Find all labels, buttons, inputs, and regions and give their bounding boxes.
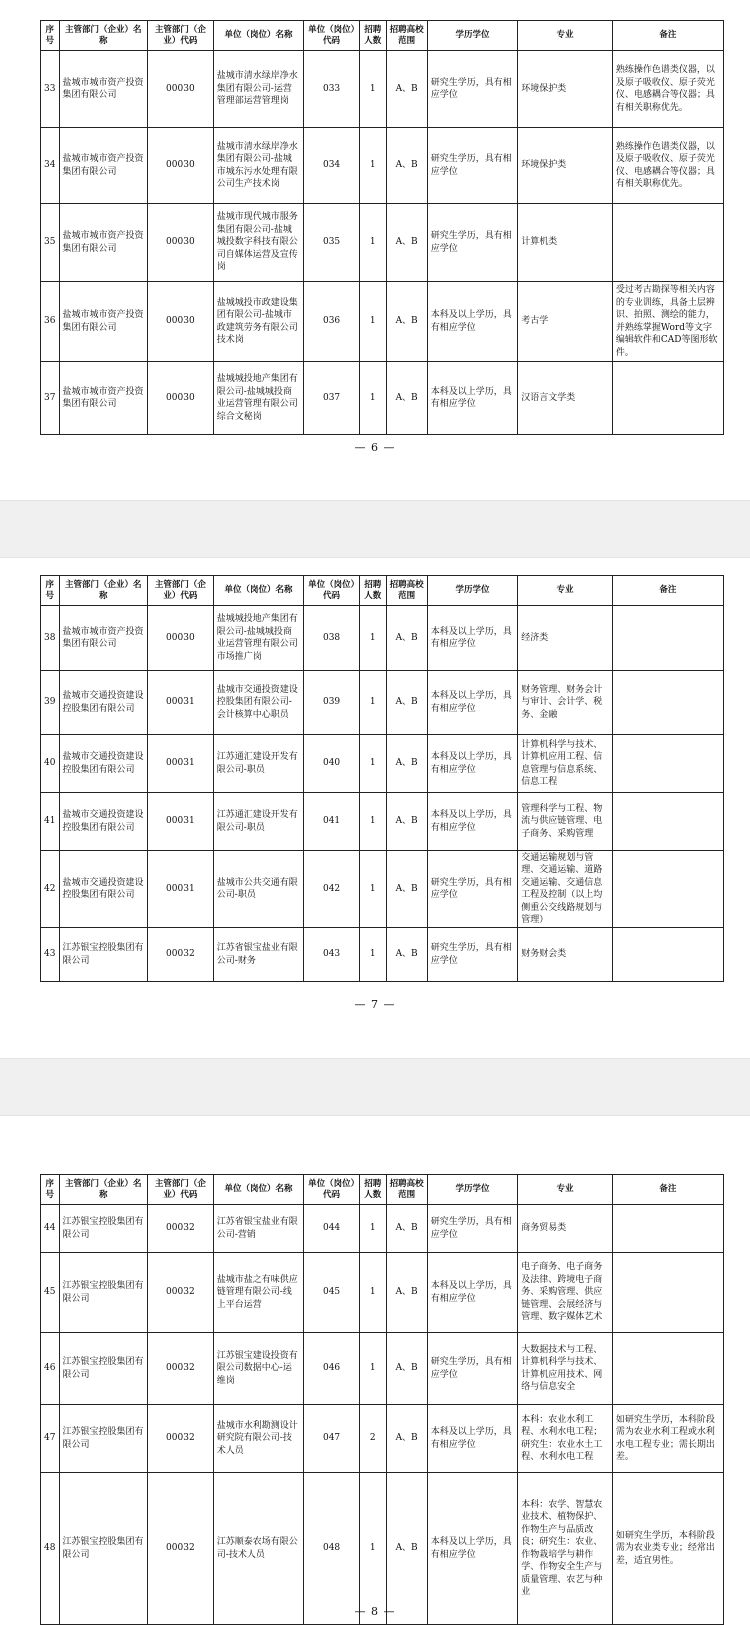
cell-remarks <box>612 671 723 735</box>
column-header-school-scope: 招聘高校范围 <box>386 576 427 606</box>
column-header-remarks: 备注 <box>612 1175 723 1205</box>
cell-education: 本科及以上学历，具有相应学位 <box>427 671 518 735</box>
column-header-remarks: 备注 <box>612 21 723 51</box>
cell-dept-code: 00030 <box>147 128 213 204</box>
cell-unit-code: 047 <box>304 1405 360 1473</box>
cell-remarks: 熟练操作色谱类仪器，以及原子吸收仪、原子荧光仪、电感耦合等仪器；具有相关职称优先。 <box>612 51 723 128</box>
cell-major: 大数据技术与工程、计算机科学与技术、计算机应用技术、网络与信息安全 <box>518 1333 613 1405</box>
cell-unit-name: 江苏银宝建设投资有限公司数据中心-运维岗 <box>213 1333 304 1405</box>
cell-no: 46 <box>41 1333 60 1405</box>
table-row <box>41 1473 724 1625</box>
column-header-unit-code: 单位（岗位）代码 <box>304 1175 360 1205</box>
cell-no: 35 <box>41 204 60 282</box>
cell-major: 本科：农学、智慧农业技术、植物保护、作物生产与品质改良；研究生：农业、作物栽培学与耕作学、作物安全生产与质量管理、农艺与种业 <box>518 1473 613 1625</box>
cell-dept-name: 江苏银宝控股集团有限公司 <box>59 1473 147 1625</box>
cell-unit-name: 江苏通汇建设开发有限公司-职员 <box>213 793 304 851</box>
cell-dept-name: 江苏银宝控股集团有限公司 <box>59 1333 147 1405</box>
cell-dept-code: 00032 <box>147 1405 213 1473</box>
cell-education: 研究生学历，具有相应学位 <box>427 204 518 282</box>
column-header-dept-code: 主管部门（企业）代码 <box>147 21 213 51</box>
cell-dept-code: 00032 <box>147 1253 213 1333</box>
cell-count: 1 <box>359 204 386 282</box>
cell-remarks <box>612 1253 723 1333</box>
cell-no: 40 <box>41 735 60 793</box>
cell-unit-name: 盐城市盐之有味供应链管理有限公司-线上平台运营 <box>213 1253 304 1333</box>
cell-major: 商务贸易类 <box>518 1205 613 1253</box>
cell-major: 财务管理、财务会计与审计、会计学、税务、金融 <box>518 671 613 735</box>
cell-unit-code: 036 <box>304 282 360 362</box>
cell-remarks <box>612 928 723 982</box>
cell-dept-name: 盐城市交通投资建设控股集团有限公司 <box>59 851 147 928</box>
cell-dept-name: 江苏银宝控股集团有限公司 <box>59 1405 147 1473</box>
document-page-3 <box>0 1116 750 1624</box>
cell-unit-name: 盐城市交通投资建设控股集团有限公司-会计核算中心职员 <box>213 671 304 735</box>
cell-education: 本科及以上学历，具有相应学位 <box>427 606 518 671</box>
cell-count: 1 <box>359 1473 386 1625</box>
cell-major: 本科：农业水利工程、水利水电工程；研究生：农业水土工程、水利水电工程 <box>518 1405 613 1473</box>
cell-school-scope: A、B <box>386 851 427 928</box>
cell-count: 1 <box>359 1333 386 1405</box>
cell-dept-code: 00032 <box>147 1333 213 1405</box>
cell-no: 34 <box>41 128 60 204</box>
cell-unit-code: 033 <box>304 51 360 128</box>
cell-school-scope: A、B <box>386 1253 427 1333</box>
cell-school-scope: A、B <box>386 362 427 435</box>
table-row <box>41 282 724 362</box>
cell-unit-code: 039 <box>304 671 360 735</box>
cell-dept-name: 盐城市城市资产投资集团有限公司 <box>59 362 147 435</box>
cell-count: 1 <box>359 282 386 362</box>
page-separator <box>0 1058 750 1116</box>
column-header-major: 专业 <box>518 21 613 51</box>
cell-dept-name: 盐城市城市资产投资集团有限公司 <box>59 128 147 204</box>
cell-school-scope: A、B <box>386 735 427 793</box>
cell-unit-code: 041 <box>304 793 360 851</box>
cell-dept-code: 00032 <box>147 1473 213 1625</box>
cell-no: 43 <box>41 928 60 982</box>
cell-dept-code: 00030 <box>147 606 213 671</box>
cell-school-scope: A、B <box>386 282 427 362</box>
cell-unit-name: 江苏通汇建设开发有限公司-职员 <box>213 735 304 793</box>
cell-education: 本科及以上学历，具有相应学位 <box>427 282 518 362</box>
cell-school-scope: A、B <box>386 1205 427 1253</box>
cell-dept-name: 盐城市城市资产投资集团有限公司 <box>59 606 147 671</box>
cell-dept-code: 00032 <box>147 928 213 982</box>
cell-major: 汉语言文学类 <box>518 362 613 435</box>
cell-education: 研究生学历，具有相应学位 <box>427 851 518 928</box>
page-number: — 8 — <box>354 1605 396 1618</box>
cell-unit-name: 江苏顺泰农场有限公司-技术人员 <box>213 1473 304 1625</box>
cell-school-scope: A、B <box>386 606 427 671</box>
cell-remarks: 熟练操作色谱类仪器，以及原子吸收仪、原子荧光仪、电感耦合等仪器；具有相关职称优先。 <box>612 128 723 204</box>
cell-dept-name: 江苏银宝控股集团有限公司 <box>59 1205 147 1253</box>
column-header-unit-name: 单位（岗位）名称 <box>213 21 304 51</box>
cell-remarks: 如研究生学历，本科阶段需为农业类专业；经常出差，适宜男性。 <box>612 1473 723 1625</box>
cell-no: 44 <box>41 1205 60 1253</box>
cell-school-scope: A、B <box>386 671 427 735</box>
cell-school-scope: A、B <box>386 128 427 204</box>
cell-no: 47 <box>41 1405 60 1473</box>
cell-unit-code: 038 <box>304 606 360 671</box>
cell-dept-name: 江苏银宝控股集团有限公司 <box>59 928 147 982</box>
cell-unit-name: 盐城城投市政建设集团有限公司-盐城市政建筑劳务有限公司技术岗 <box>213 282 304 362</box>
cell-major: 财务财会类 <box>518 928 613 982</box>
cell-unit-code: 040 <box>304 735 360 793</box>
table-header-row <box>41 1175 724 1205</box>
cell-dept-code: 00030 <box>147 362 213 435</box>
cell-remarks <box>612 1333 723 1405</box>
page-separator <box>0 500 750 558</box>
cell-unit-code: 046 <box>304 1333 360 1405</box>
cell-education: 研究生学历，具有相应学位 <box>427 128 518 204</box>
table-row <box>41 851 724 928</box>
column-header-education: 学历学位 <box>427 1175 518 1205</box>
cell-school-scope: A、B <box>386 1405 427 1473</box>
cell-remarks <box>612 793 723 851</box>
cell-count: 1 <box>359 128 386 204</box>
table-row <box>41 1405 724 1473</box>
cell-remarks: 如研究生学历，本科阶段需为农业水利工程或水利水电工程专业；需长期出差。 <box>612 1405 723 1473</box>
cell-education: 本科及以上学历，具有相应学位 <box>427 1405 518 1473</box>
cell-dept-code: 00030 <box>147 204 213 282</box>
document-page-1 <box>0 0 750 500</box>
cell-no: 39 <box>41 671 60 735</box>
cell-school-scope: A、B <box>386 793 427 851</box>
cell-school-scope: A、B <box>386 928 427 982</box>
table-header-row <box>41 576 724 606</box>
cell-education: 研究生学历，具有相应学位 <box>427 928 518 982</box>
column-header-unit-name: 单位（岗位）名称 <box>213 1175 304 1205</box>
cell-major: 电子商务、电子商务及法律、跨境电子商务、采购管理、供应链管理、会展经济与管理、数字媒体艺术 <box>518 1253 613 1333</box>
cell-count: 1 <box>359 362 386 435</box>
cell-unit-name: 盐城市清水绿岸净水集团有限公司-运营管理部运营管理岗 <box>213 51 304 128</box>
cell-count: 1 <box>359 735 386 793</box>
cell-remarks <box>612 1205 723 1253</box>
cell-education: 本科及以上学历，具有相应学位 <box>427 1253 518 1333</box>
recruitment-table <box>40 20 724 435</box>
table-row <box>41 1205 724 1253</box>
cell-no: 38 <box>41 606 60 671</box>
cell-dept-code: 00031 <box>147 851 213 928</box>
recruitment-table <box>40 575 724 982</box>
cell-major: 计算机科学与技术、计算机应用工程、信息管理与信息系统、信息工程 <box>518 735 613 793</box>
column-header-dept-name: 主管部门（企业）名称 <box>59 576 147 606</box>
cell-unit-name: 盐城市公共交通有限公司-职员 <box>213 851 304 928</box>
cell-remarks <box>612 606 723 671</box>
cell-school-scope: A、B <box>386 1473 427 1625</box>
table-row <box>41 735 724 793</box>
column-header-no: 序号 <box>41 1175 60 1205</box>
document-page-2 <box>0 558 750 1058</box>
cell-no: 37 <box>41 362 60 435</box>
cell-education: 研究生学历，具有相应学位 <box>427 1205 518 1253</box>
cell-count: 1 <box>359 851 386 928</box>
column-header-school-scope: 招聘高校范围 <box>386 1175 427 1205</box>
column-header-count: 招聘人数 <box>359 21 386 51</box>
cell-unit-code: 037 <box>304 362 360 435</box>
column-header-major: 专业 <box>518 576 613 606</box>
table-row <box>41 606 724 671</box>
cell-count: 1 <box>359 671 386 735</box>
column-header-dept-name: 主管部门（企业）名称 <box>59 1175 147 1205</box>
cell-no: 48 <box>41 1473 60 1625</box>
cell-count: 1 <box>359 606 386 671</box>
table-row <box>41 128 724 204</box>
cell-dept-code: 00031 <box>147 793 213 851</box>
cell-major: 考古学 <box>518 282 613 362</box>
recruitment-table <box>40 1174 724 1625</box>
column-header-unit-name: 单位（岗位）名称 <box>213 576 304 606</box>
cell-count: 1 <box>359 1253 386 1333</box>
cell-count: 1 <box>359 1205 386 1253</box>
cell-major: 经济类 <box>518 606 613 671</box>
cell-count: 1 <box>359 928 386 982</box>
cell-major: 交通运输规划与管理、交通运输、道路交通运输、交通信息工程及控制（以上均侧重公交线路规划与管理） <box>518 851 613 928</box>
cell-unit-code: 048 <box>304 1473 360 1625</box>
cell-dept-code: 00031 <box>147 671 213 735</box>
cell-dept-name: 盐城市交通投资建设控股集团有限公司 <box>59 793 147 851</box>
column-header-unit-code: 单位（岗位）代码 <box>304 21 360 51</box>
table-row <box>41 793 724 851</box>
cell-major: 环境保护类 <box>518 51 613 128</box>
cell-count: 1 <box>359 51 386 128</box>
cell-remarks <box>612 735 723 793</box>
column-header-unit-code: 单位（岗位）代码 <box>304 576 360 606</box>
cell-count: 1 <box>359 793 386 851</box>
table-row <box>41 51 724 128</box>
cell-unit-name: 盐城城投地产集团有限公司-盐城城投商业运营管理有限公司综合文秘岗 <box>213 362 304 435</box>
cell-education: 本科及以上学历，具有相应学位 <box>427 1473 518 1625</box>
cell-dept-name: 盐城市城市资产投资集团有限公司 <box>59 282 147 362</box>
cell-major: 管理科学与工程、物流与供应链管理、电子商务、采购管理 <box>518 793 613 851</box>
table-header-row <box>41 21 724 51</box>
column-header-count: 招聘人数 <box>359 576 386 606</box>
column-header-major: 专业 <box>518 1175 613 1205</box>
cell-remarks <box>612 362 723 435</box>
cell-no: 33 <box>41 51 60 128</box>
column-header-count: 招聘人数 <box>359 1175 386 1205</box>
column-header-education: 学历学位 <box>427 21 518 51</box>
cell-school-scope: A、B <box>386 204 427 282</box>
cell-no: 41 <box>41 793 60 851</box>
cell-unit-name: 盐城城投地产集团有限公司-盐城城投商业运营管理有限公司市场推广岗 <box>213 606 304 671</box>
cell-dept-name: 盐城市城市资产投资集团有限公司 <box>59 204 147 282</box>
cell-no: 45 <box>41 1253 60 1333</box>
cell-dept-name: 盐城市交通投资建设控股集团有限公司 <box>59 735 147 793</box>
table-row <box>41 928 724 982</box>
cell-dept-name: 江苏银宝控股集团有限公司 <box>59 1253 147 1333</box>
cell-school-scope: A、B <box>386 1333 427 1405</box>
column-header-dept-name: 主管部门（企业）名称 <box>59 21 147 51</box>
column-header-remarks: 备注 <box>612 576 723 606</box>
table-row <box>41 671 724 735</box>
page-number: — 7 — <box>354 998 396 1011</box>
table-row <box>41 204 724 282</box>
cell-major: 计算机类 <box>518 204 613 282</box>
cell-unit-code: 035 <box>304 204 360 282</box>
cell-remarks <box>612 204 723 282</box>
cell-school-scope: A、B <box>386 51 427 128</box>
cell-major: 环境保护类 <box>518 128 613 204</box>
cell-remarks <box>612 851 723 928</box>
cell-no: 36 <box>41 282 60 362</box>
column-header-school-scope: 招聘高校范围 <box>386 21 427 51</box>
cell-remarks: 受过考古勘探等相关内容的专业训练，具备土层辨识、拍照、测绘的能力，并熟练掌握Word等文字编辑软件和CAD等图形软件。 <box>612 282 723 362</box>
cell-unit-name: 江苏省银宝盐业有限公司-营销 <box>213 1205 304 1253</box>
cell-unit-code: 045 <box>304 1253 360 1333</box>
cell-dept-name: 盐城市交通投资建设控股集团有限公司 <box>59 671 147 735</box>
column-header-education: 学历学位 <box>427 576 518 606</box>
cell-unit-name: 盐城市水利勘测设计研究院有限公司-技术人员 <box>213 1405 304 1473</box>
cell-dept-name: 盐城市城市资产投资集团有限公司 <box>59 51 147 128</box>
cell-education: 研究生学历，具有相应学位 <box>427 1333 518 1405</box>
column-header-no: 序号 <box>41 576 60 606</box>
cell-unit-code: 042 <box>304 851 360 928</box>
cell-count: 2 <box>359 1405 386 1473</box>
page-number: — 6 — <box>354 441 396 454</box>
cell-no: 42 <box>41 851 60 928</box>
table-row <box>41 362 724 435</box>
cell-education: 研究生学历，具有相应学位 <box>427 51 518 128</box>
cell-unit-code: 043 <box>304 928 360 982</box>
column-header-dept-code: 主管部门（企业）代码 <box>147 1175 213 1205</box>
table-row <box>41 1333 724 1405</box>
cell-unit-code: 034 <box>304 128 360 204</box>
column-header-dept-code: 主管部门（企业）代码 <box>147 576 213 606</box>
cell-education: 本科及以上学历，具有相应学位 <box>427 793 518 851</box>
cell-education: 本科及以上学历，具有相应学位 <box>427 735 518 793</box>
cell-unit-name: 盐城市清水绿岸净水集团有限公司-盐城市城东污水处理有限公司生产技术岗 <box>213 128 304 204</box>
column-header-no: 序号 <box>41 21 60 51</box>
cell-unit-name: 盐城市现代城市服务集团有限公司-盐城城投数字科技有限公司自媒体运营及宣传岗 <box>213 204 304 282</box>
cell-education: 本科及以上学历，具有相应学位 <box>427 362 518 435</box>
cell-unit-code: 044 <box>304 1205 360 1253</box>
cell-dept-code: 00031 <box>147 735 213 793</box>
cell-dept-code: 00030 <box>147 282 213 362</box>
cell-dept-code: 00030 <box>147 51 213 128</box>
cell-dept-code: 00032 <box>147 1205 213 1253</box>
cell-unit-name: 江苏省银宝盐业有限公司-财务 <box>213 928 304 982</box>
table-row <box>41 1253 724 1333</box>
